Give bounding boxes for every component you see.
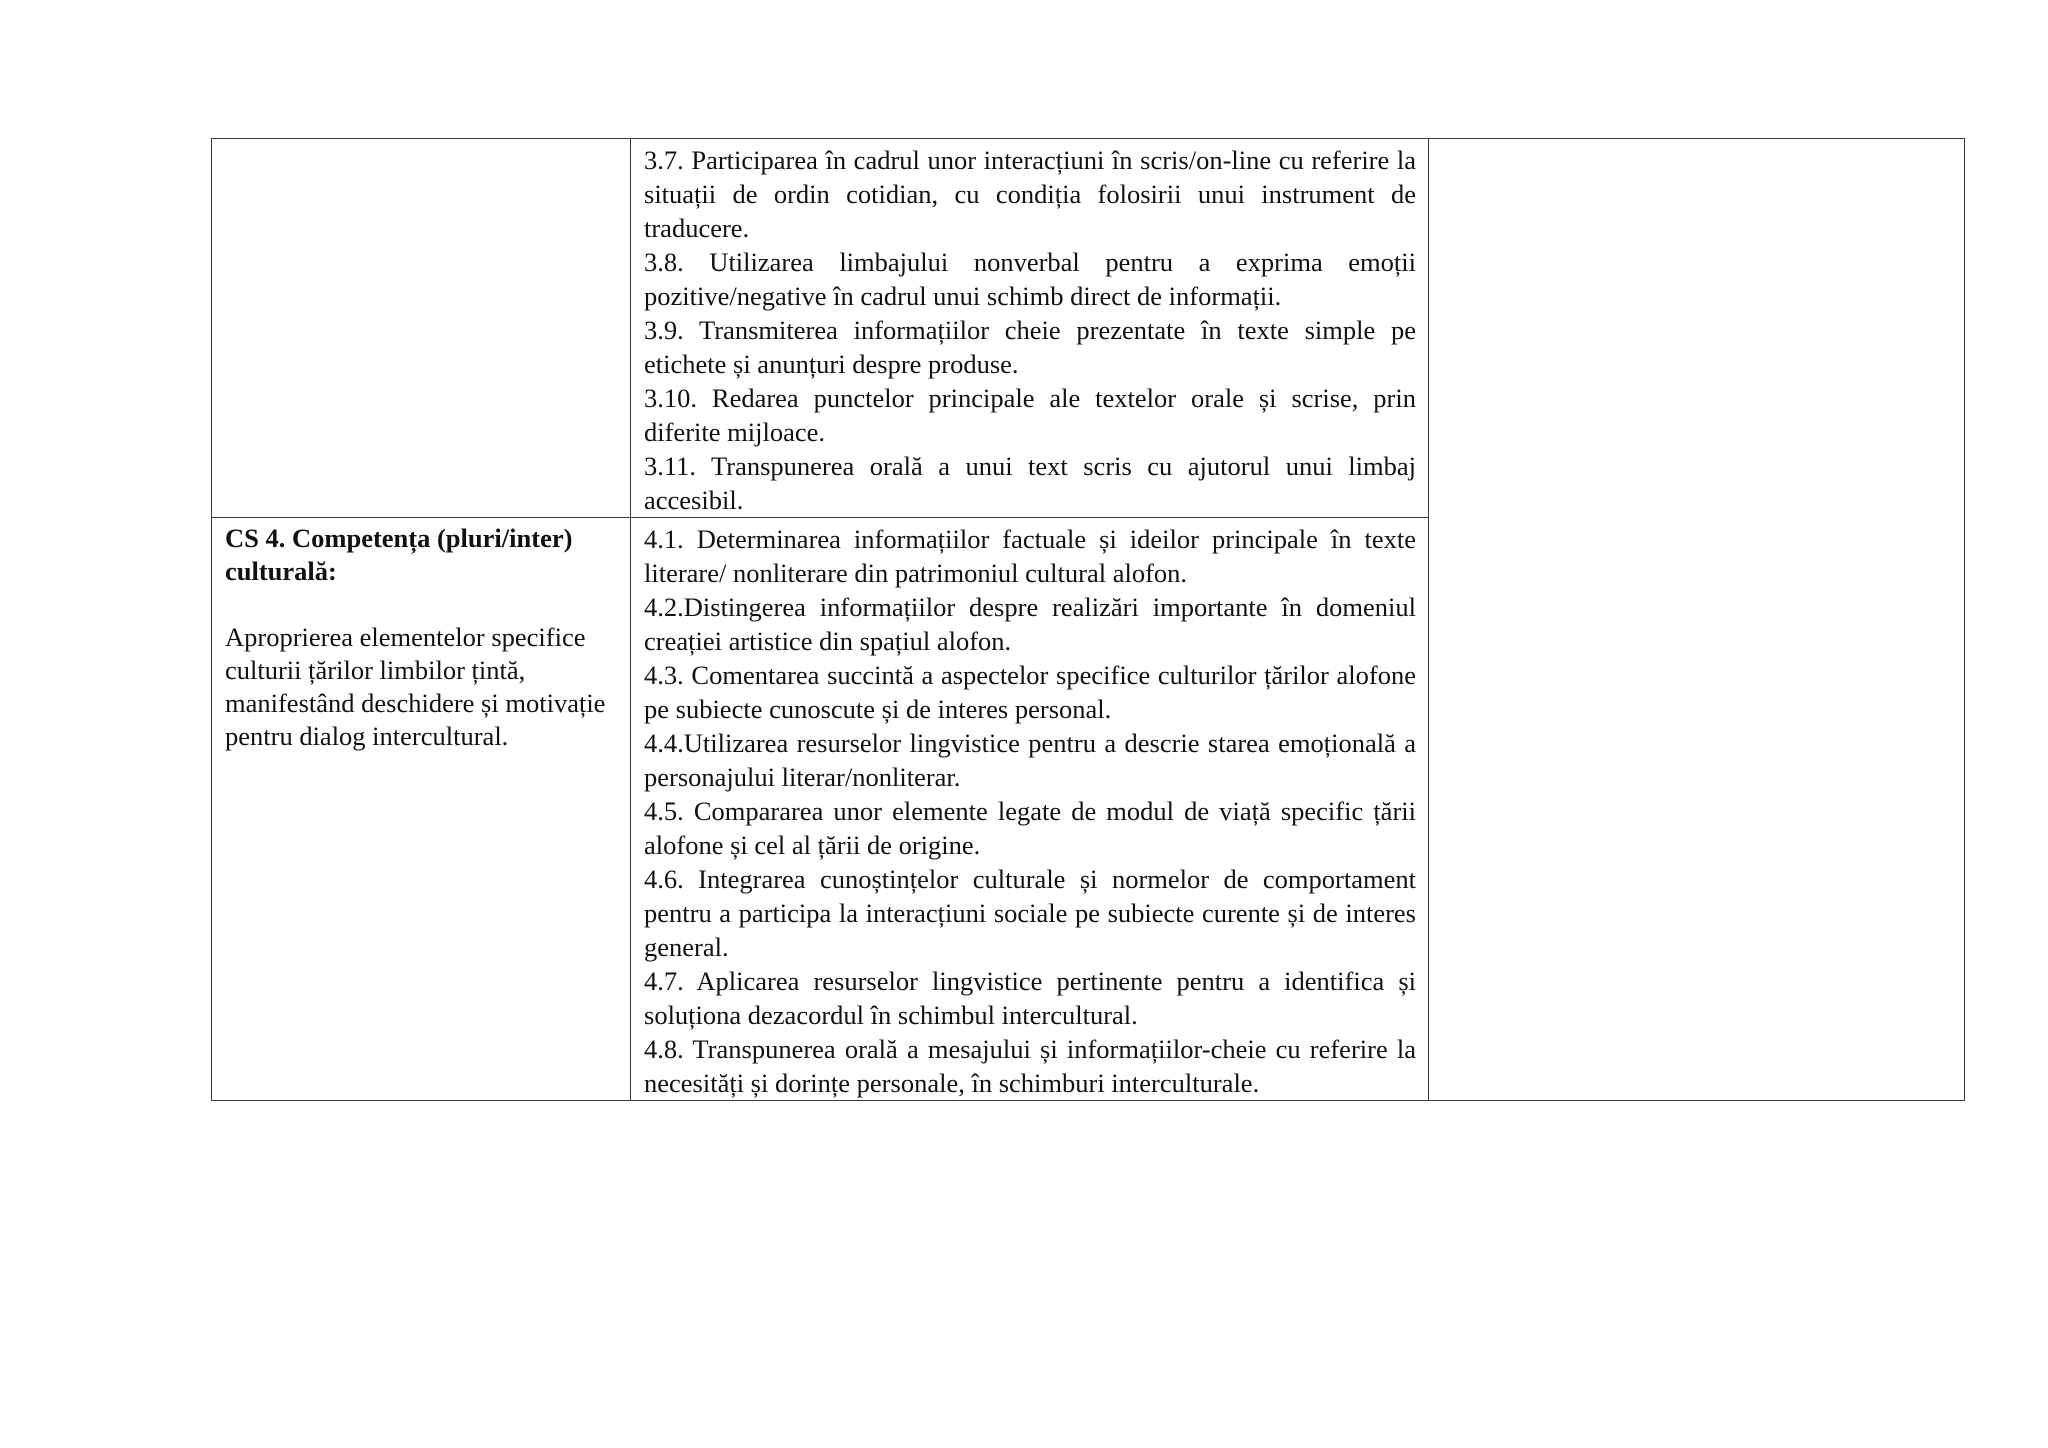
competence-description: Aproprierea elementelor specifice culturii țărilor limbilor țintă, manifestând deschidere și motivație pentru dialog intercultural. — [225, 622, 606, 751]
list-item: 4.8. Transpunerea orală a mesajului și informațiilor-cheie cu referire la necesități și dorințe personale, în schimburi interculturale. — [644, 1034, 1416, 1098]
list-item: 4.1. Determinarea informațiilor factuale și ideilor principale în texte literare/ nonliterare din patrimoniul cultural alofon. — [644, 524, 1416, 588]
list-item: 4.3. Comentarea succintă a aspectelor specifice culturilor țărilor alofone pe subiecte cunoscute și de interes personal. — [644, 660, 1416, 724]
list-item: 4.7. Aplicarea resurselor lingvistice pertinente pentru a identifica și soluționa dezacordul în schimbul intercultural. — [644, 966, 1416, 1030]
list-item: 3.11. Transpunerea orală a unui text scris cu ajutorul unui limbaj accesibil. — [644, 451, 1416, 515]
list-item: 3.9. Transmiterea informațiilor cheie prezentate în texte simple pe etichete și anunțuri despre produse. — [644, 315, 1416, 379]
competence-cell — [212, 518, 631, 1101]
list-item: 4.4.Utilizarea resurselor lingvistice pentru a descrie starea emoțională a personajului literar/nonliterar. — [644, 728, 1416, 792]
competence-cell-empty — [212, 139, 631, 518]
table-row — [212, 139, 1965, 518]
outcomes-cell — [631, 139, 1429, 518]
list-item: 3.10. Redarea punctelor principale ale textelor orale și scrise, prin diferite mijloace. — [644, 383, 1416, 447]
outcomes-cell — [631, 518, 1429, 1101]
list-item: 3.7. Participarea în cadrul unor interacțiuni în scris/on-line cu referire la situații de ordin cotidian, cu condiția folosirii unui instrument de traducere. — [644, 145, 1416, 243]
list-item: 4.5. Compararea unor elemente legate de modul de viață specific țării alofone și cel al țării de origine. — [644, 796, 1416, 860]
curriculum-table — [211, 138, 1965, 1101]
third-column-cell — [1429, 139, 1965, 1101]
list-item: 4.6. Integrarea cunoștințelor culturale și normelor de comportament pentru a participa la interacțiuni sociale pe subiecte curente și de interes general. — [644, 864, 1416, 962]
list-item: 4.2.Distingerea informațiilor despre realizări importante în domeniul creației artistice din spațiul alofon. — [644, 592, 1416, 656]
list-item: 3.8. Utilizarea limbajului nonverbal pentru a exprima emoții pozitive/negative în cadrul unui schimb direct de informații. — [644, 247, 1416, 311]
competence-title: CS 4. Competența (pluri/inter) culturală: — [225, 523, 573, 586]
